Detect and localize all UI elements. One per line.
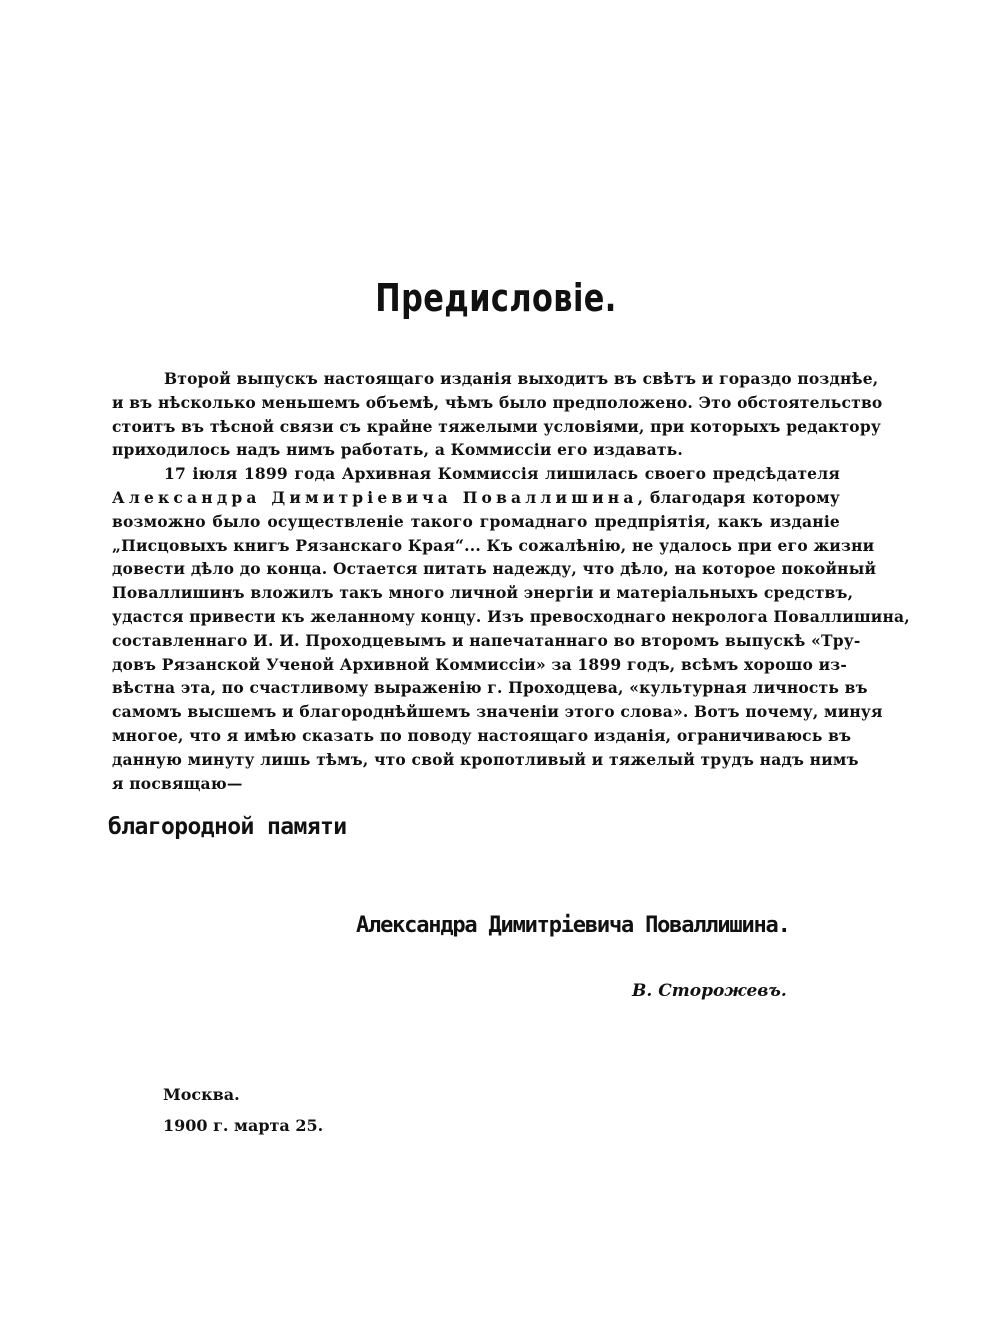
text-line: удастся привести къ желанному концу. Изъ превосходнаго некролога Поваллишина, [112,606,910,626]
text-line: возможно было осуществленіе такого громаднаго предпріятія, какъ изданіе [112,511,840,531]
text-line: приходилось надъ нимъ работать, а Коммиссіи его издавать. [112,440,683,460]
text-line: вѣстна эта, по счастливому выраженію г. Проходцева, «культурная личность въ [112,678,868,698]
text-line: довести дѣло до конца. Остается питать надежду, что дѣло, на которое покойный [112,559,877,579]
place-line: Москва. [163,1085,240,1104]
preface-body [112,367,910,795]
text-line: Второй выпускъ настоящаго изданія выходитъ въ свѣтъ и гораздо позднѣе, [164,369,879,388]
text-line: многое, что я имѣю сказать по поводу настоящаго изданія, ограничиваюсь въ [112,725,852,745]
text-line: довъ Рязанской Ученой Архивной Коммиссіи» за 1899 годъ, всѣмъ хорошо из- [112,654,848,674]
text-line: Поваллишинъ вложилъ такъ много личной энергіи и матеріальныхъ средствъ, [112,583,854,603]
page-title: Предисловіе. [375,276,617,320]
dedicatee-name: Александра Димитріевича Поваллишина. [356,913,790,938]
text-line-tail: , благодаря которому [637,487,840,507]
text-line: стоитъ въ тѣсной связи съ крайне тяжелыми условіями, при которыхъ редактору [112,416,881,436]
dedication-line: благородной памяти [108,814,347,840]
spaced-name-segment: Александра Димитріевича Поваллишина [112,487,638,507]
text-line: и въ нѣсколько меньшемъ объемѣ, чѣмъ было предположено. Это обстоятельство [112,392,883,412]
text-line-spaced-name [112,486,840,510]
text-line: я посвящаю— [112,773,243,793]
text-line: данную минуту лишь тѣмъ, что свой кропотливый и тяжелый трудъ надъ нимъ [112,749,859,769]
text-line: самомъ высшемъ и благороднѣйшемъ значеніи этого слова». Вотъ почему, минуя [112,702,883,722]
author-signature: В. Сторожевъ. [632,981,787,1001]
date-line: 1900 г. марта 25. [163,1116,324,1135]
text-line: 17 іюля 1899 года Архивная Коммиссія лишилась своего предсѣдателя [164,464,840,484]
text-line: составленнаго И. И. Проходцевымъ и напечатаннаго во второмъ выпускѣ «Тру- [112,630,861,650]
text-line: „Писцовыхъ книгъ Рязанскаго Края“... Къ сожалѣнію, не удалось при его жизни [112,535,875,555]
